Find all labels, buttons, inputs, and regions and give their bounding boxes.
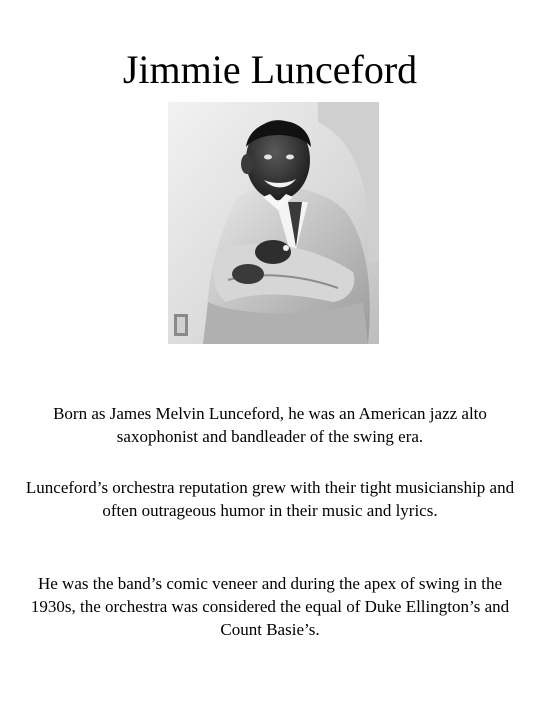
paragraph-orchestra: Lunceford’s orchestra reputation grew with their tight musicianship and often outrageous humor in their music and lyrics. [25,478,515,520]
page-title: Jimmie Lunceford [122,47,418,92]
paragraph-comic-veneer: He was the band’s comic veneer and during the apex of swing in the 1930s, the orchestra was considered the equal of Duke Ellington’s and Count Basie’s. [30,574,510,639]
portrait-photo [168,102,379,344]
paragraph-birth: Born as James Melvin Lunceford, he was an American jazz alto saxophonist and bandleader of the swing era. [53,404,487,446]
